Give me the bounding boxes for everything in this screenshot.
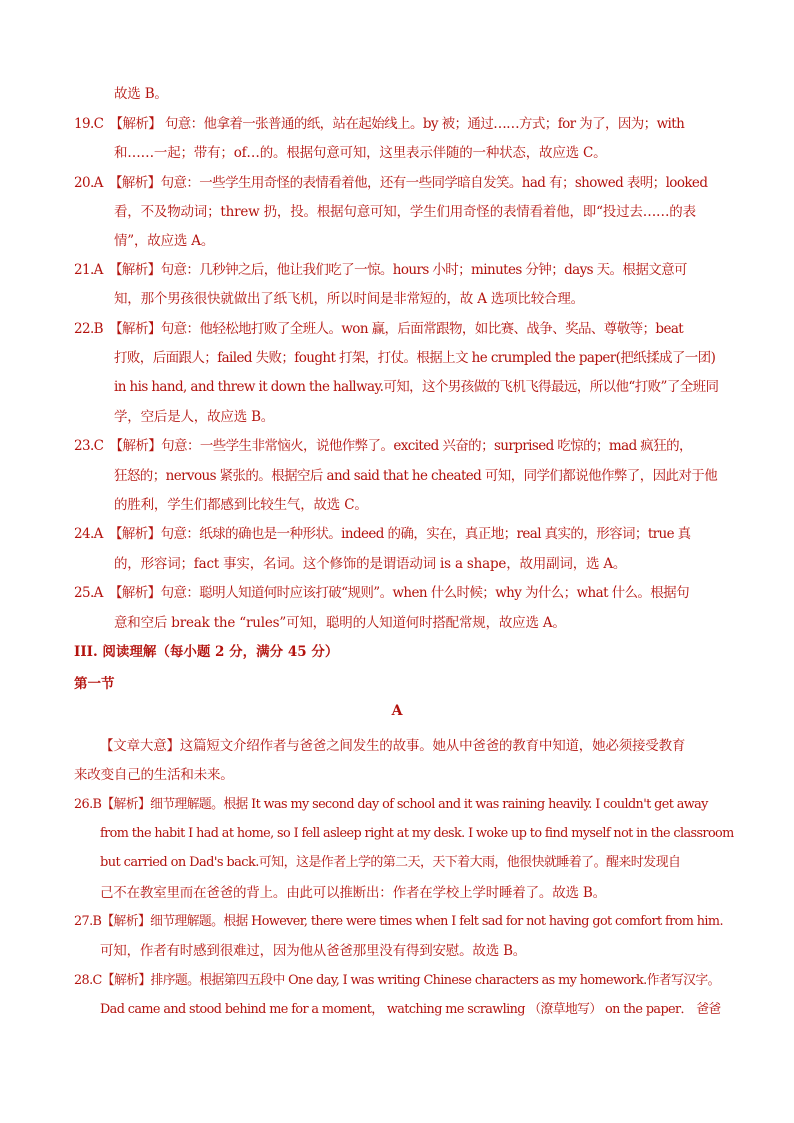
summary-line: 来改变自己的生活和未来。: [74, 767, 234, 783]
text-line: from the habit I had at home, so I fell asleep right at my desk. I woke up to find myself not in the classroom: [100, 826, 734, 841]
answer-21: 21.A 【解析】句意：几秒钟之后，他让我们吃了一惊。hours 小时；minutes 分钟；days 天。根据文意可: [74, 262, 687, 278]
text-line: 情”，故应选 A。: [114, 233, 215, 249]
answer-22: 22.B 【解析】句意：他轻松地打败了全班人。won 赢，后面常跟物，如比赛、战争、奖品、尊敬等；beat: [74, 321, 684, 337]
text-line: 的，形容词；fact 事实，名词。这个修饰的是谓语动词 is a shape，故用副词，选 A。: [114, 556, 627, 572]
text-line: 己不在教室里而在爸爸的背上。由此可以推断出：作者在学校上学时睡着了。故选 B。: [100, 885, 606, 901]
text-line: in his hand, and threw it down the hallway.可知，这个男孩做的飞机飞得最远，所以他“打败”了全班同: [114, 379, 719, 395]
text-line: 学，空后是人，故应选 B。: [114, 409, 275, 425]
section-heading: III. 阅读理解（每小题 2 分，满分 45 分）: [74, 644, 339, 660]
text-line: 狂怒的；nervous 紧张的。根据空后 and said that he cheated 可知，同学们都说他作弊了，因此对于他: [114, 468, 718, 484]
answer-19: 19.C 【解析】 句意：他拿着一张普通的纸，站在起始线上。by 被；通过……方式；for 为了，因为；with: [74, 116, 685, 132]
text-line: 故选 B。: [114, 86, 168, 102]
text-line: 意和空后 break the “rules”可知，聪明的人知道何时搭配常规，故应选 A。: [114, 615, 566, 631]
answer-23: 23.C 【解析】句意：一些学生非常恼火，说他作弊了。excited 兴奋的；surprised 吃惊的；mad 疯狂的，: [74, 438, 692, 454]
text-line: but carried on Dad's back.可知，这是作者上学的第二天，天下着大雨，他很快就睡着了。醒来时发现自: [100, 855, 681, 870]
answer-25: 25.A 【解析】句意：聪明人知道何时应该打破“规则”。when 什么时候；why 为什么；what 什么。根据句: [74, 585, 689, 601]
answer-26: 26.B【解析】细节理解题。根据 It was my second day of school and it was raining heavily. I couldn't get away: [74, 797, 708, 812]
text-line: 打败，后面跟人；failed 失败；fought 打架，打仗。根据上文 he crumpled the paper(把纸揉成了一团): [114, 350, 716, 366]
text-line: 和……一起；带有；of…的。根据句意可知，这里表示伴随的一种状态，故应选 C。: [114, 145, 607, 161]
text-line: Dad came and stood behind me for a moment， watching me scrawling （潦草地写） on the paper． 爸爸: [100, 1002, 721, 1017]
part-heading: 第一节: [74, 676, 115, 692]
text-line: 知，那个男孩很快就做出了纸飞机，所以时间是非常短的，故 A 选项比较合理。: [114, 291, 584, 307]
text-line: 看，不及物动词；threw 扔，投。根据句意可知，学生们用奇怪的表情看着他，即“投过去……的表: [114, 204, 696, 220]
answer-20: 20.A 【解析】句意：一些学生用奇怪的表情看着他，还有一些同学暗自发笑。had 有；showed 表明；looked: [74, 175, 708, 191]
answer-28: 28.C【解析】排序题。根据第四五段中 One day, I was writing Chinese characters as my homework.作者写汉字。: [74, 973, 720, 988]
answer-24: 24.A 【解析】句意：纸球的确也是一种形状。indeed 的确，实在，真正地；real 真实的，形容词；true 真: [74, 526, 691, 542]
text-line: 的胜利，学生们都感到比较生气，故选 C。: [114, 497, 368, 513]
text-line: 可知，作者有时感到很难过，因为他从爸爸那里没有得到安慰。故选 B。: [100, 943, 527, 959]
summary-line: 【文章大意】这篇短文介绍作者与爸爸之间发生的故事。她从中爸爸的教育中知道，她必须接受教育: [100, 738, 686, 754]
passage-title: A: [391, 703, 403, 719]
answer-27: 27.B【解析】细节理解题。根据 However, there were times when I felt sad for not having got comfort from him.: [74, 914, 723, 929]
